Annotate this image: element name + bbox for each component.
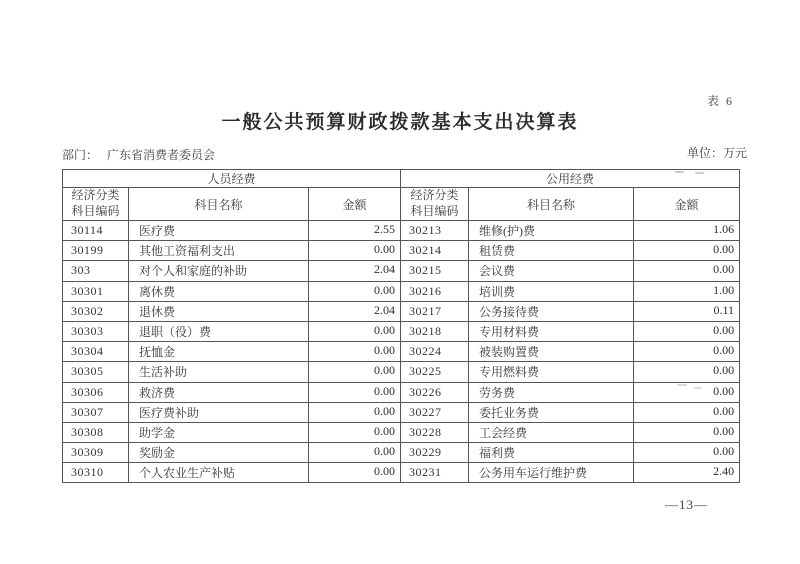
- subject-name: 专用材料费: [469, 321, 634, 341]
- subject-name: 公务接待费: [469, 301, 634, 321]
- subject-amount: 0.00: [309, 281, 401, 301]
- subject-amount: 2.40: [634, 463, 740, 483]
- subject-name: 专用燃料费: [469, 362, 634, 382]
- subject-name: 抚恤金: [129, 342, 309, 362]
- public-funds-table: [400, 169, 740, 483]
- subject-amount: 0.00: [309, 422, 401, 442]
- subject-name: 助学金: [129, 422, 309, 442]
- column-header-name: 科目名称: [129, 188, 309, 221]
- table-row: [63, 321, 401, 341]
- table-row: [401, 402, 740, 422]
- column-header-amount: 金额: [634, 188, 740, 221]
- table-row: [401, 463, 740, 483]
- group-header-personnel: 人员经费: [63, 170, 401, 188]
- subject-code: 30224: [401, 342, 469, 362]
- scan-artifact: [677, 384, 687, 386]
- table-row: [63, 221, 401, 241]
- subject-name: 培训费: [469, 281, 634, 301]
- scan-artifact: [675, 171, 684, 173]
- subject-name: 医疗费补助: [129, 402, 309, 422]
- group-header-public: 公用经费: [401, 170, 740, 188]
- column-header-code: [63, 188, 129, 221]
- subject-amount: 1.00: [634, 281, 740, 301]
- subject-amount: 0.00: [309, 362, 401, 382]
- subject-name: 对个人和家庭的补助: [129, 261, 309, 281]
- subject-code: 30306: [63, 382, 129, 402]
- page-number: —13—: [665, 497, 708, 512]
- table-row: [63, 241, 401, 261]
- subject-code: 30229: [401, 443, 469, 463]
- subject-amount: 0.00: [309, 443, 401, 463]
- page-title: 一般公共预算财政拨款基本支出决算表: [221, 112, 579, 133]
- subject-amount: 0.00: [309, 342, 401, 362]
- subject-amount: 0.00: [309, 241, 401, 261]
- subject-name: 个人农业生产补贴: [129, 463, 309, 483]
- column-header-code-line1: 经济分类: [71, 188, 120, 203]
- subject-code: 30227: [401, 402, 469, 422]
- subject-amount: 2.55: [309, 221, 401, 241]
- subject-name: 退职（役）费: [129, 321, 309, 341]
- subject-amount: 0.00: [309, 321, 401, 341]
- table-row: [63, 443, 401, 463]
- subject-amount: 0.00: [634, 382, 740, 402]
- table-row: [63, 301, 401, 321]
- subject-amount: 2.04: [309, 301, 401, 321]
- column-header-name: 科目名称: [469, 188, 634, 221]
- table-row: [401, 321, 740, 341]
- sheet-label: 表 6: [707, 94, 735, 108]
- subject-code: 30199: [63, 241, 129, 261]
- table-row: [401, 241, 740, 261]
- group-header-row: [401, 170, 740, 188]
- subject-amount: 0.00: [634, 261, 740, 281]
- column-header-amount: 金额: [309, 188, 401, 221]
- table-row: [63, 261, 401, 281]
- subject-code: 30231: [401, 463, 469, 483]
- subject-amount: 0.00: [634, 422, 740, 442]
- department-line: [62, 146, 215, 163]
- subject-amount: 0.00: [634, 342, 740, 362]
- subject-code: 30215: [401, 261, 469, 281]
- subject-code: 30218: [401, 321, 469, 341]
- subject-name: 租赁费: [469, 241, 634, 261]
- subject-amount: 0.11: [634, 301, 740, 321]
- subject-code: 30308: [63, 422, 129, 442]
- subject-name: 被装购置费: [469, 342, 634, 362]
- subject-code: 30302: [63, 301, 129, 321]
- subject-name: 会议费: [469, 261, 634, 281]
- column-header-row: [401, 188, 740, 221]
- scan-artifact: [694, 387, 702, 389]
- subject-code: 30310: [63, 463, 129, 483]
- department-name: 广东省消费者委员会: [107, 148, 216, 162]
- table-row: [63, 382, 401, 402]
- subject-amount: 0.00: [634, 362, 740, 382]
- table-row: [63, 362, 401, 382]
- table-row: [63, 422, 401, 442]
- table-row: [401, 281, 740, 301]
- subject-amount: 0.00: [634, 321, 740, 341]
- subject-name: 生活补助: [129, 362, 309, 382]
- subject-code: 30216: [401, 281, 469, 301]
- subject-code: 30225: [401, 362, 469, 382]
- table-row: [63, 463, 401, 483]
- unit-note: 单位：万元: [686, 146, 747, 160]
- subject-amount: 0.00: [309, 463, 401, 483]
- subject-name: 劳务费: [469, 382, 634, 402]
- subject-name: 委托业务费: [469, 402, 634, 422]
- subject-amount: 0.00: [309, 402, 401, 422]
- subject-code: 30213: [401, 221, 469, 241]
- subject-code: 30114: [63, 221, 129, 241]
- table-row: [63, 281, 401, 301]
- subject-name: 公务用车运行维护费: [469, 463, 634, 483]
- table-row: [401, 301, 740, 321]
- column-header-code-line2: 科目编码: [71, 204, 120, 218]
- subject-name: 退休费: [129, 301, 309, 321]
- subject-name: 医疗费: [129, 221, 309, 241]
- subject-name: 维修(护)费: [469, 221, 634, 241]
- table-row: [401, 221, 740, 241]
- table-row: [401, 422, 740, 442]
- subject-code: 30214: [401, 241, 469, 261]
- budget-table: [62, 169, 740, 483]
- personnel-funds-table: [62, 169, 401, 483]
- subject-code: 30217: [401, 301, 469, 321]
- subject-name: 福利费: [469, 443, 634, 463]
- subject-amount: 0.00: [634, 402, 740, 422]
- table-row: [401, 362, 740, 382]
- subject-code: 30305: [63, 362, 129, 382]
- table-row: [401, 261, 740, 281]
- subject-code: 303: [63, 261, 129, 281]
- group-header-row: [63, 170, 401, 188]
- subject-code: 30226: [401, 382, 469, 402]
- subject-code: 30228: [401, 422, 469, 442]
- column-header-row: [63, 188, 401, 221]
- subject-code: 30307: [63, 402, 129, 422]
- department-label: 部门：: [62, 148, 99, 162]
- subject-name: 救济费: [129, 382, 309, 402]
- column-header-code-line1: 经济分类: [410, 188, 459, 203]
- subject-amount: 0.00: [634, 443, 740, 463]
- subject-code: 30304: [63, 342, 129, 362]
- table-row: [63, 342, 401, 362]
- subject-code: 30301: [63, 281, 129, 301]
- table-row: [401, 382, 740, 402]
- column-header-code-line2: 科目编码: [410, 204, 459, 218]
- subject-name: 其他工资福利支出: [129, 241, 309, 261]
- table-row: [401, 342, 740, 362]
- subject-amount: 2.04: [309, 261, 401, 281]
- column-header-code: [401, 188, 469, 221]
- subject-code: 30303: [63, 321, 129, 341]
- scan-artifact: [695, 172, 704, 174]
- subject-name: 奖励金: [129, 443, 309, 463]
- subject-amount: 0.00: [634, 241, 740, 261]
- subject-amount: 0.00: [309, 382, 401, 402]
- subject-code: 30309: [63, 443, 129, 463]
- subject-name: 离休费: [129, 281, 309, 301]
- table-row: [401, 443, 740, 463]
- subject-amount: 1.06: [634, 221, 740, 241]
- table-row: [63, 402, 401, 422]
- subject-name: 工会经费: [469, 422, 634, 442]
